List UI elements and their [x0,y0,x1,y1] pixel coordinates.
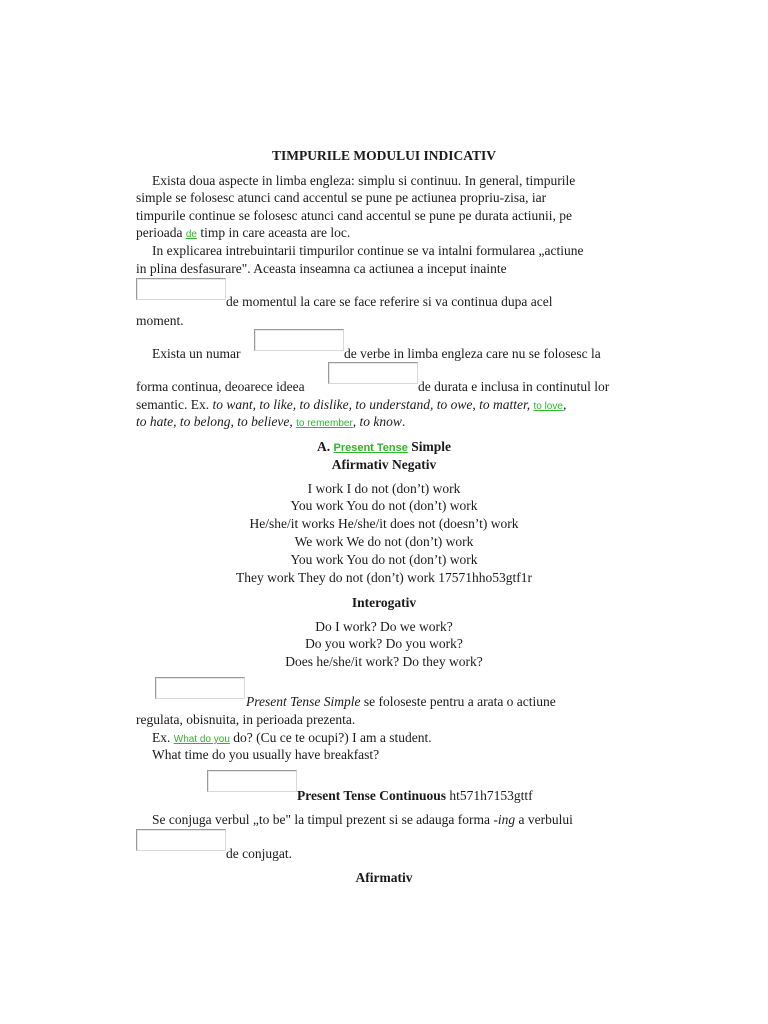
text: a verbului [518,812,573,827]
conjugation-row: You work You do not (don’t) work [290,498,478,513]
paragraph-line: In explicarea intrebuintarii timpurilor continue se va intalni formularea „actiune [152,243,584,258]
text: , [562,397,567,412]
paragraph-line [136,413,405,432]
link-de[interactable]: de [185,229,197,240]
embedded-object-box[interactable] [136,829,226,851]
term: Present Tense Simple [246,694,361,709]
paragraph-line: de verbe in limba engleza care nu se folosesc la [344,346,601,361]
interog-row: Does he/she/it work? Do they work? [285,654,483,669]
doc-code: ht571h7153gttf [449,788,533,803]
conjugation-row: We work We do not (don’t) work [294,534,474,549]
section-title: Present Tense Continuous [297,788,447,803]
paragraph-line: Exista doua aspecte in limba engleza: simplu si continuu. In general, timpurile [152,173,576,188]
embedded-object-box[interactable] [207,770,297,792]
afirmativ-heading: Afirmativ [355,870,413,885]
interogativ-heading: Interogativ [351,595,417,610]
paragraph-line: de durata e inclusa in continutul lor [418,379,610,394]
interog-row: Do I work? Do we work? [315,619,453,634]
paragraph-line [136,224,350,243]
conjugation-row: They work They do not (don’t) work 17571hho53gtf1r [235,570,533,585]
text: Se conjuga verbul „to be" la timpul prezent si se adauga forma - [152,812,498,827]
paragraph-line: simple se folosesc atunci cand accentul se pune pe actiunea propriu-zisa, iar [136,190,547,205]
text: do? (Cu ce te ocupi?) I am a student. [233,730,432,745]
paragraph-line [246,693,556,710]
paragraph-line: de conjugat. [226,846,292,861]
paragraph-line: in plina desfasurare". Aceasta inseamna ca actiunea a inceput inainte [136,261,507,276]
paragraph-line: forma continua, deoarece ideea [136,379,305,394]
paragraph-line: What time do you usually have breakfast? [152,747,380,762]
verb-list: , to know [352,414,402,429]
paragraph-line: timpurile continue se folosesc atunci cand accentul se pune pe durata actiunii, pe [136,208,572,223]
embedded-object-box[interactable] [254,329,344,351]
interog-row: Do you work? Do you work? [305,636,463,651]
paragraph-line: de momentul la care se face referire si va continua dupa acel [226,294,553,309]
verb-list: to hate, to belong, to believe, [136,414,293,429]
text: semantic. Ex. [136,397,210,412]
paragraph-line: moment. [136,313,184,328]
section-heading [0,438,768,457]
conjugation-row: I work I do not (don’t) work [307,481,461,496]
text: Ex. [152,730,171,745]
text: . [401,414,406,429]
link-what-do-you[interactable]: What do you [173,734,230,745]
text: perioada [136,225,183,240]
embedded-object-box[interactable] [155,677,245,699]
section-heading [297,787,533,804]
section-suffix: Simple [411,439,452,454]
conjugation-row: You work You do not (don’t) work [290,552,478,567]
embedded-object-box[interactable] [328,362,418,384]
text: timp in care aceasta are loc. [200,225,351,240]
paragraph-line [152,811,573,828]
embedded-object-box[interactable] [136,278,226,300]
text: se foloseste pentru a arata o actiune [363,694,556,709]
column-headers: Afirmativ Negativ [331,457,437,472]
link-to-love[interactable]: to love [533,401,563,412]
section-prefix: A. [316,439,331,454]
link-to-remember[interactable]: to remember [296,418,353,429]
suffix-ing: ing [497,812,516,827]
page-title: TIMPURILE MODULUI INDICATIV [271,148,496,163]
link-present-tense[interactable]: Present Tense [333,442,408,454]
verb-list: to want, to like, to dislike, to understand, to owe, to matter, [212,397,531,412]
paragraph-line: Exista un numar [152,346,241,361]
conjugation-row: He/she/it works He/she/it does not (doesn’t) work [249,516,519,531]
paragraph-line: regulata, obisnuita, in perioada prezenta. [136,712,356,727]
